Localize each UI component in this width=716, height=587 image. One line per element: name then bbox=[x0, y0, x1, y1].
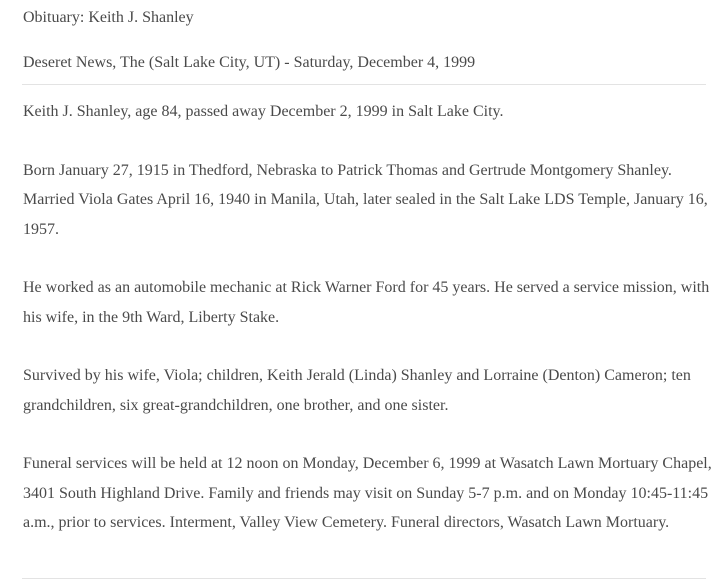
paragraph-funeral-services: Funeral services will be held at 12 noon on Monday, December 6, 1999 at Wasatch Lawn Mortuary Chapel, 3401 South Highland Drive. Family and friends may visit on Sunday 5-7 p.m. and on Monday 10:45-11:45 a.m., prior to services. Interment, Valley View Cemetery. Funeral directors, Wasatch Lawn Mortuary. bbox=[23, 455, 712, 531]
paragraph-birth-marriage: Born January 27, 1915 in Thedford, Nebraska to Patrick Thomas and Gertrude Montgomery Shanley. Married Viola Gates April 16, 1940 in Manila, Utah, later sealed in the Salt Lake LDS Temple, January 16, 1957. bbox=[23, 161, 708, 238]
paragraph-career: He worked as an automobile mechanic at Rick Warner Ford for 45 years. He served a service mission, with his wife, in the 9th Ward, Liberty Stake. bbox=[23, 279, 710, 326]
publication-source: Deseret News, The (Salt Lake City, UT) - Saturday, December 4, 1999 bbox=[23, 54, 476, 71]
paragraph-death-notice: Keith J. Shanley, age 84, passed away December 2, 1999 in Salt Lake City. bbox=[23, 103, 504, 120]
divider-bottom bbox=[22, 578, 706, 579]
divider-top bbox=[22, 84, 706, 85]
paragraph-survivors: Survived by his wife, Viola; children, Keith Jerald (Linda) Shanley and Lorraine (Denton) Cameron; ten grandchildren, six great-grandchildren, one brother, and one sister. bbox=[23, 367, 691, 414]
article-body bbox=[23, 97, 713, 567]
obituary-title: Obituary: Keith J. Shanley bbox=[23, 9, 194, 26]
